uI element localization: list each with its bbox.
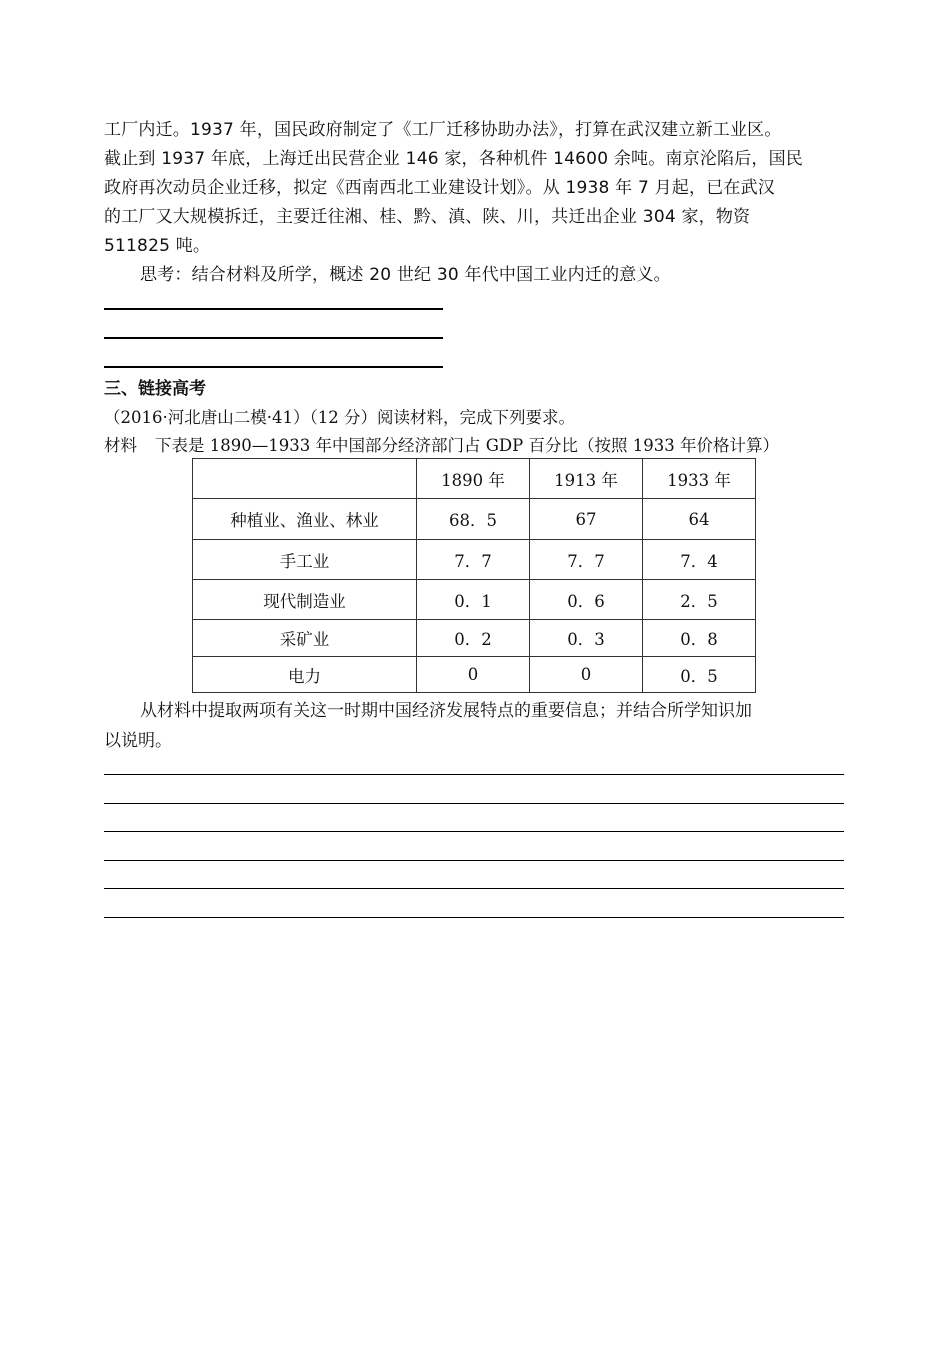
answer-line-3[interactable]: [104, 366, 443, 368]
intro-line-3: 政府再次动员企业迁移，拟定《西南西北工业建设计划》。从 1938 年 7 月起，已在武汉: [104, 178, 775, 198]
table-cell: 64: [643, 499, 756, 540]
header-cell: [193, 459, 417, 499]
gdp-table: [192, 458, 756, 693]
table-cell: 0．6: [530, 580, 643, 620]
table-cell: 0．3: [530, 620, 643, 657]
table-cell: 0．8: [643, 620, 756, 657]
intro-line-2: 截止到 1937 年底，上海迁出民营企业 146 家，各种机件 14600 余吨。南京沦陷后，国民: [104, 149, 804, 169]
table-header-row: [193, 459, 756, 499]
section-heading: 三、链接高考: [104, 379, 206, 399]
table-cell: 0．1: [417, 580, 530, 620]
material-intro: [104, 433, 779, 459]
material-text: 下表是 1890—1933 年中国部分经济部门占 GDP 百分比（按照 1933 年价格计算）: [155, 436, 779, 455]
intro-paragraph: [104, 116, 864, 290]
material-label: 材料: [104, 436, 137, 455]
table-cell: 采矿业: [193, 620, 417, 657]
table-cell: 种植业、渔业、林业: [193, 499, 417, 540]
table-row: [193, 540, 756, 580]
answer-line-2[interactable]: [104, 337, 443, 339]
table-cell: 0．2: [417, 620, 530, 657]
header-cell: 1933 年: [643, 459, 756, 499]
table-row: [193, 499, 756, 540]
table-row: [193, 620, 756, 657]
table-cell: 电力: [193, 657, 417, 693]
answer-line-9[interactable]: [104, 917, 844, 918]
table-cell: 7．7: [530, 540, 643, 580]
header-cell: 1890 年: [417, 459, 530, 499]
question-2-line-1: 从材料中提取两项有关这一时期中国经济发展特点的重要信息；并结合所学知识加: [140, 701, 752, 721]
answer-line-1[interactable]: [104, 308, 443, 310]
intro-line-4: 的工厂又大规模拆迁，主要迁往湘、桂、黔、滇、陕、川，共迁出企业 304 家，物资: [104, 207, 751, 227]
question-source: （2016·河北唐山二模·41）（12 分）阅读材料，完成下列要求。: [104, 408, 575, 427]
answer-line-5[interactable]: [104, 803, 844, 804]
table-cell: 68．5: [417, 499, 530, 540]
table-cell: 7．7: [417, 540, 530, 580]
table-row: [193, 580, 756, 620]
answer-line-8[interactable]: [104, 888, 844, 889]
table-cell: 0．5: [643, 657, 756, 693]
answer-line-4[interactable]: [104, 774, 844, 775]
table-cell: 2．5: [643, 580, 756, 620]
table-cell: 0: [417, 657, 530, 693]
table-cell: 7．4: [643, 540, 756, 580]
intro-line-1: 工厂内迁。1937 年，国民政府制定了《工厂迁移协助办法》，打算在武汉建立新工业区。: [104, 120, 782, 140]
question-2: [104, 696, 844, 756]
table-cell: 现代制造业: [193, 580, 417, 620]
think-question: 思考：结合材料及所学，概述 20 世纪 30 年代中国工业内迁的意义。: [140, 265, 671, 285]
answer-line-6[interactable]: [104, 831, 844, 832]
question-2-line-2: 以说明。: [104, 731, 172, 751]
header-cell: 1913 年: [530, 459, 643, 499]
answer-line-7[interactable]: [104, 860, 844, 861]
table-row: [193, 657, 756, 693]
table-cell: 0: [530, 657, 643, 693]
table-cell: 67: [530, 499, 643, 540]
intro-line-5: 511825 吨。: [104, 236, 211, 256]
table-cell: 手工业: [193, 540, 417, 580]
